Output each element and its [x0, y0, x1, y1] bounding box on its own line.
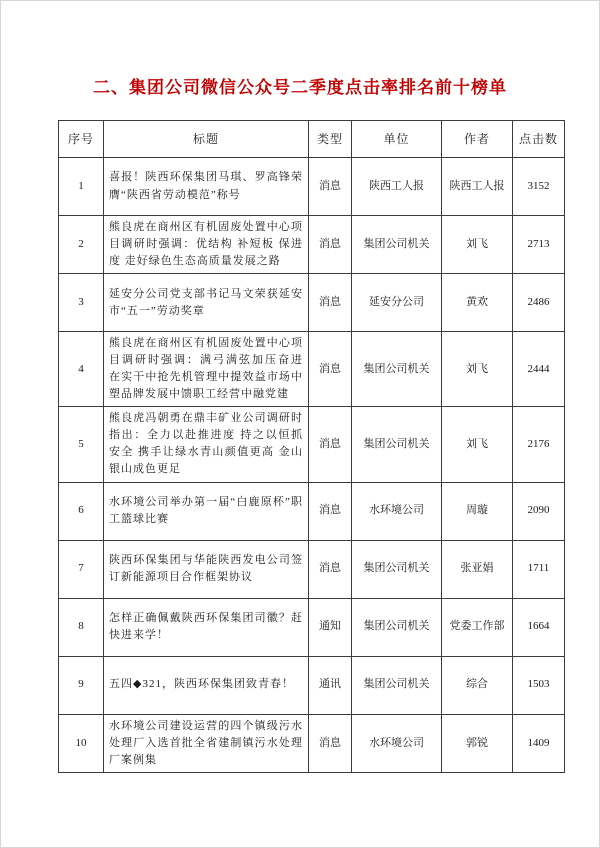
cell-rank: 8 [59, 598, 104, 656]
cell-rank: 9 [59, 656, 104, 714]
table-row [59, 540, 565, 598]
table-row [59, 216, 565, 274]
cell-rank: 1 [59, 158, 104, 216]
table-row [59, 598, 565, 656]
cell-unit: 集团公司机关 [352, 407, 442, 482]
cell-clicks: 2176 [513, 407, 565, 482]
cell-title: 熊良虎在商州区有机固废处置中心项目调研时强调：优结构 补短板 保进度 走好绿色生态高质量发展之路 [104, 216, 309, 274]
cell-type: 消息 [309, 158, 352, 216]
table-body [59, 158, 565, 773]
cell-type: 消息 [309, 540, 352, 598]
cell-type: 消息 [309, 407, 352, 482]
cell-type: 消息 [309, 482, 352, 540]
cell-type: 通讯 [309, 656, 352, 714]
header-clicks: 点击数 [513, 121, 565, 158]
table-row [59, 158, 565, 216]
table-row [59, 482, 565, 540]
cell-clicks: 1664 [513, 598, 565, 656]
cell-clicks: 1711 [513, 540, 565, 598]
cell-clicks: 1503 [513, 656, 565, 714]
cell-unit: 延安分公司 [352, 274, 442, 332]
cell-author: 综合 [442, 656, 513, 714]
header-author: 作者 [442, 121, 513, 158]
table-row [59, 332, 565, 407]
cell-clicks: 1409 [513, 714, 565, 772]
cell-rank: 7 [59, 540, 104, 598]
cell-unit: 水环境公司 [352, 714, 442, 772]
cell-unit: 陕西工人报 [352, 158, 442, 216]
table-row [59, 274, 565, 332]
cell-type: 消息 [309, 274, 352, 332]
cell-type: 消息 [309, 216, 352, 274]
cell-title: 陕西环保集团与华能陕西发电公司签订新能源项目合作框架协议 [104, 540, 309, 598]
cell-clicks: 2444 [513, 332, 565, 407]
header-type: 类型 [309, 121, 352, 158]
cell-unit: 集团公司机关 [352, 598, 442, 656]
cell-rank: 2 [59, 216, 104, 274]
table-row [59, 407, 565, 482]
cell-unit: 集团公司机关 [352, 656, 442, 714]
table-row [59, 714, 565, 772]
cell-type: 消息 [309, 714, 352, 772]
header-rank: 序号 [59, 121, 104, 158]
cell-title: 五四◆321，陕西环保集团致青春！ [104, 656, 309, 714]
cell-type: 通知 [309, 598, 352, 656]
header-title: 标题 [104, 121, 309, 158]
cell-type: 消息 [309, 332, 352, 407]
cell-title: 熊良虎在商州区有机固废处置中心项目调研时强调：满弓满弦加压奋进 在实干中抢先机管理中提效益市场中塑品牌发展中馈职工经营中融党建 [104, 332, 309, 407]
document-title: 二、集团公司微信公众号二季度点击率排名前十榜单 [93, 78, 507, 97]
cell-title: 怎样正确佩戴陕西环保集团司徽？赶快进来学！ [104, 598, 309, 656]
cell-rank: 6 [59, 482, 104, 540]
cell-clicks: 2090 [513, 482, 565, 540]
cell-title: 延安分公司党支部书记马文荣获延安市“五一”劳动奖章 [104, 274, 309, 332]
cell-title: 熊良虎冯朝勇在鼎丰矿业公司调研时指出：全力以赴推进度 持之以恒抓安全 携手让绿水青山颜值更高 金山银山成色更足 [104, 407, 309, 482]
cell-author: 刘飞 [442, 216, 513, 274]
cell-author: 陕西工人报 [442, 158, 513, 216]
cell-rank: 10 [59, 714, 104, 772]
cell-author: 党委工作部 [442, 598, 513, 656]
cell-title: 水环境公司举办第一届“白鹿原杯”职工篮球比赛 [104, 482, 309, 540]
cell-author: 周璇 [442, 482, 513, 540]
cell-unit: 集团公司机关 [352, 216, 442, 274]
cell-clicks: 3152 [513, 158, 565, 216]
cell-clicks: 2713 [513, 216, 565, 274]
cell-author: 黄欢 [442, 274, 513, 332]
table-header-row [59, 121, 565, 158]
ranking-table [58, 120, 565, 773]
cell-rank: 4 [59, 332, 104, 407]
cell-author: 刘飞 [442, 332, 513, 407]
cell-clicks: 2486 [513, 274, 565, 332]
cell-unit: 集团公司机关 [352, 332, 442, 407]
cell-unit: 水环境公司 [352, 482, 442, 540]
cell-unit: 集团公司机关 [352, 540, 442, 598]
cell-author: 张亚娟 [442, 540, 513, 598]
cell-rank: 5 [59, 407, 104, 482]
cell-title: 水环境公司建设运营的四个镇级污水处理厂入选首批全省建制镇污水处理厂案例集 [104, 714, 309, 772]
cell-title: 喜报！陕西环保集团马琪、罗高锋荣膺“陕西省劳动模范”称号 [104, 158, 309, 216]
header-unit: 单位 [352, 121, 442, 158]
table-row [59, 656, 565, 714]
cell-rank: 3 [59, 274, 104, 332]
cell-author: 刘飞 [442, 407, 513, 482]
cell-author: 郭锐 [442, 714, 513, 772]
